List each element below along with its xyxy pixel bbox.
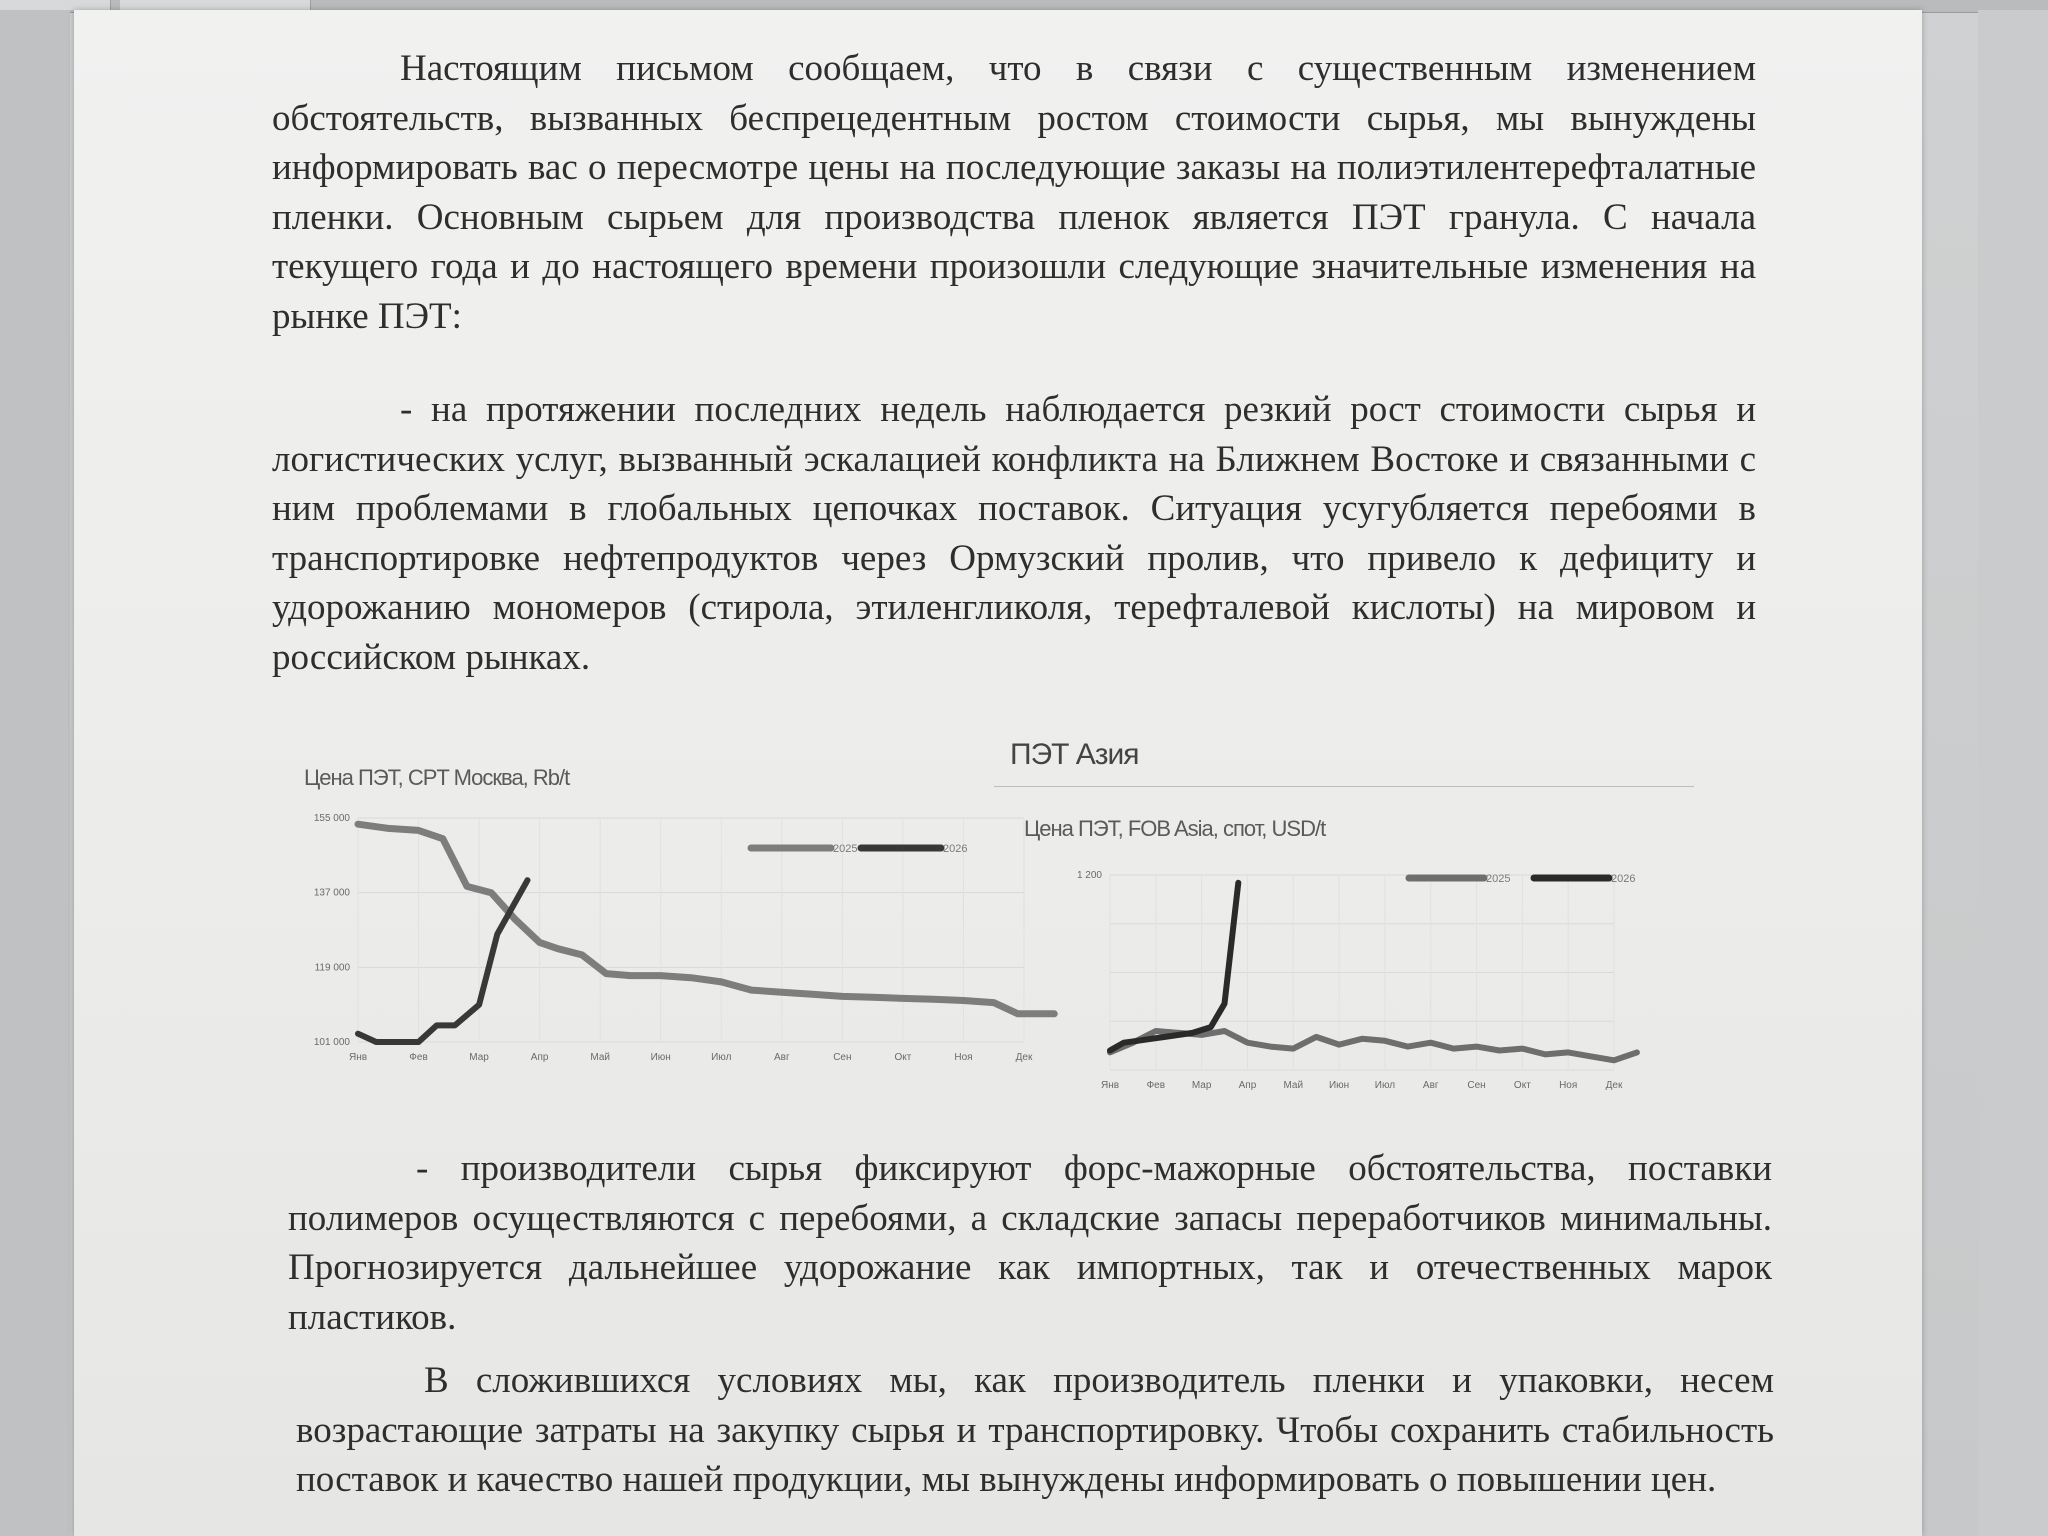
x-tick-label: Июн [1328, 1080, 1350, 1091]
chart-plot-moscow [296, 755, 1036, 1100]
paragraph-price-increase-text: В сложившихся условиях мы, как производитель пленки и упаковки, несем возрастающие затраты на закупку сырья и транспортировку. Чтобы сохранить стабильность поставок и качество нашей продукции, мы вынуждены информировать о повышении цен. [296, 1360, 1774, 1500]
x-tick-label: Авг [773, 1052, 790, 1063]
x-tick-label: Июн [650, 1052, 671, 1063]
chart-plot-asia [994, 730, 1734, 1110]
x-tick-label: Ноя [1559, 1080, 1578, 1091]
x-tick-label: Авг [1422, 1080, 1439, 1091]
y-tick-label: 137 000 [313, 887, 350, 899]
x-tick-label: Дек [1605, 1080, 1623, 1091]
document-page [74, 10, 1922, 1536]
legend-label-2025: 2025 [1486, 873, 1511, 885]
y-tick-label: 1 200 [1076, 870, 1102, 881]
legend-label-2025: 2025 [833, 843, 858, 855]
y-tick-label: 155 000 [313, 813, 350, 824]
paragraph-force-majeure [288, 1144, 1772, 1342]
x-tick-label: Сен [1467, 1080, 1486, 1091]
x-tick-label: Янв [1100, 1080, 1120, 1091]
x-tick-label: Апр [1238, 1080, 1257, 1091]
chart-pet-asia [994, 730, 1734, 1110]
x-tick-label: Окт [894, 1052, 912, 1063]
x-tick-label: Июл [1374, 1080, 1396, 1091]
paragraph-force-majeure-text: - производители сырья фиксируют форс-мажорные обстоятельства, поставки полимеров осуществляются с перебоями, а складские запасы переработчиков минимальны. Прогнозируется дальнейшее удорожание как импортных, так и отечественных марок пластиков. [288, 1148, 1772, 1338]
paragraph-intro-text: Настоящим письмом сообщаем, что в связи с существенным изменением обстоятельств, вызванных беспрецедентным ростом стоимости сырья, мы вынуждены информировать вас о пересмотре цены на последующие заказы на полиэтилентерефталатные пленки. Основным сырьем для производства пленок является ПЭТ гранула. С начала текущего года и до настоящего времени произошли следующие значительные изменения на рынке ПЭТ: [272, 48, 1756, 337]
x-tick-label: Мар [469, 1052, 489, 1063]
y-tick-label: 119 000 [314, 962, 350, 974]
x-tick-label: Июл [711, 1052, 732, 1063]
x-tick-label: Окт [1513, 1080, 1531, 1091]
x-tick-label: Май [1283, 1080, 1304, 1091]
legend-label-2026: 2026 [943, 843, 968, 855]
x-tick-label: Май [590, 1052, 610, 1063]
x-tick-label: Дек [1015, 1052, 1033, 1063]
chart-pet-moscow [296, 755, 1036, 1100]
x-tick-label: Мар [1191, 1080, 1212, 1091]
left-window-margin [0, 10, 70, 1536]
tab-1[interactable] [0, 0, 111, 10]
paragraph-market-growth [272, 385, 1756, 682]
legend-label-2026: 2026 [1611, 873, 1636, 885]
x-tick-label: Янв [348, 1052, 368, 1063]
x-tick-label: Фев [409, 1052, 428, 1063]
tab-2[interactable] [120, 0, 311, 10]
paragraph-market-growth-text: - на протяжении последних недель наблюдается резкий рост стоимости сырья и логистических услуг, вызванный эскалацией конфликта на Ближнем Востоке и связанными с ним проблемами в глобальных цепочках поставок. Ситуация усугубляется перебоями в транспортировке нефтепродуктов через Ормузский пролив, что привело к дефициту и удорожанию мономеров (стирола, этиленгликоля, терефталевой кислоты) на мировом и российском рынках. [272, 389, 1756, 678]
paragraph-intro [272, 44, 1756, 341]
x-tick-label: Апр [530, 1052, 549, 1063]
x-tick-label: Фев [1146, 1080, 1166, 1091]
chart-title: Цена ПЭТ, CPT Москва, Rb/t [304, 765, 570, 790]
series-line-2026 [1110, 883, 1238, 1051]
paragraph-price-increase [296, 1356, 1774, 1505]
x-tick-label: Ноя [954, 1052, 973, 1063]
right-window-margin [1978, 10, 2048, 1536]
chart-subtitle: Цена ПЭТ, FOB Asia, спот, USD/t [1024, 816, 1326, 841]
x-tick-label: Сен [833, 1052, 852, 1063]
y-tick-label: 101 000 [313, 1037, 350, 1048]
chart-title: ПЭТ Азия [1010, 738, 1139, 771]
